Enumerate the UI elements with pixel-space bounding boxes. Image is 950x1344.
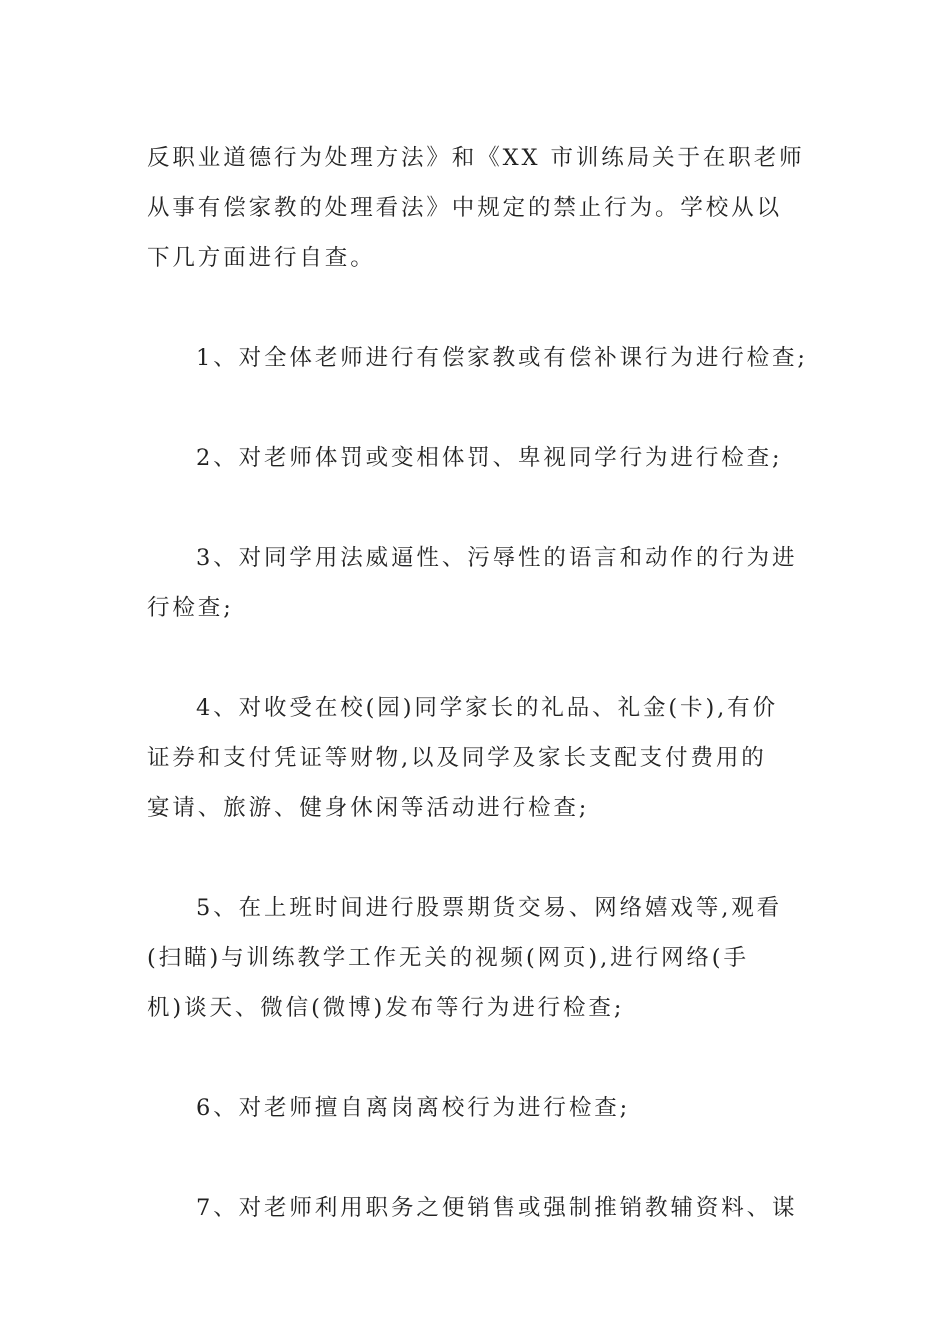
text-line: 7、对老师利用职务之便销售或强制推销教辅资料、谋: [196, 1195, 798, 1221]
text-line: 4、对收受在校(园)同学家长的礼品、礼金(卡),有价: [196, 695, 778, 721]
text-line: 反职业道德行为处理方法》和《XX 市训练局关于在职老师: [147, 145, 805, 171]
text-line: 宴请、旅游、健身休闲等活动进行检查;: [147, 795, 590, 821]
text-line: 从事有偿家教的处理看法》中规定的禁止行为。学校从以: [147, 195, 783, 221]
text-line: 下几方面进行自查。: [147, 245, 376, 271]
text-line: 1、对全体老师进行有偿家教或有偿补课行为进行检查;: [196, 345, 808, 371]
text-line: 机)谈天、微信(微博)发布等行为进行检查;: [147, 995, 625, 1021]
text-line: 5、在上班时间进行股票期货交易、网络嬉戏等,观看: [196, 895, 783, 921]
text-line: 3、对同学用法威逼性、污辱性的语言和动作的行为进: [196, 545, 798, 571]
list-item-4: [147, 683, 807, 833]
text-line: 2、对老师体罚或变相体罚、卑视同学行为进行检查;: [196, 445, 783, 471]
list-item-7: [147, 1183, 807, 1233]
list-item-2: [147, 433, 807, 483]
list-item-3: [147, 533, 807, 633]
text-line: 行检查;: [147, 595, 234, 621]
text-line: 证券和支付凭证等财物,以及同学及家长支配支付费用的: [147, 745, 767, 771]
list-item-1: [147, 333, 807, 383]
text-line: 6、对老师擅自离岗离校行为进行检查;: [196, 1095, 631, 1121]
document-body: [147, 133, 807, 1233]
intro-paragraph: [147, 133, 807, 283]
text-line: (扫瞄)与训练教学工作无关的视频(网页),进行网络(手: [147, 945, 749, 971]
list-item-5: [147, 883, 807, 1033]
list-item-6: [147, 1083, 807, 1133]
